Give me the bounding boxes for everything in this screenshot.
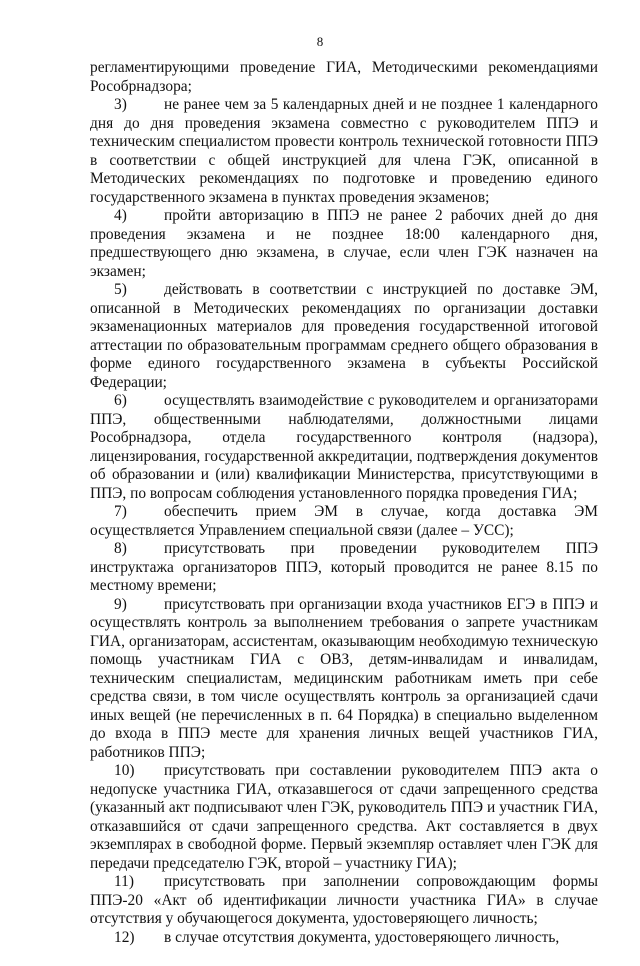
list-item <box>90 392 598 503</box>
list-item <box>90 503 598 540</box>
paragraph-text: регламентирующими проведение ГИА, Методическими рекомендациями Рособрнадзора; <box>90 59 598 95</box>
list-item <box>90 762 598 873</box>
list-item <box>90 947 598 966</box>
list-item-number: 5) <box>114 281 127 298</box>
list-item-text: присутствовать при составлении руководителем ППЭ акта о недопуске участника ГИА, отказавшегося от сдачи запрещенного средства (указанный акт подписывают член ГЭК, руководитель ППЭ и участник ГИА, отказавшийся от сдачи запрещенного средства. Акт составляется в двух экземплярах в свободной форме. Первый экземпляр оставляет член ГЭК для передачи председателю ГЭК, второй – участнику ГИА); <box>90 762 598 872</box>
list-item <box>90 281 598 392</box>
document-body <box>90 59 598 966</box>
list-item-number: 11) <box>114 873 134 890</box>
list-item <box>90 540 598 596</box>
list-item-text: присутствовать при проведении руководителем ППЭ инструктажа организаторов ППЭ, который проводится не ранее 8.15 по местному времени; <box>90 540 598 594</box>
list-item <box>90 873 598 929</box>
list-item-text: обеспечить прием ЭМ в случае, когда доставка ЭМ осуществляется Управлением специальной связи (далее – УСС); <box>90 503 598 539</box>
list-item <box>90 929 598 948</box>
list-item-number: 10) <box>114 762 135 779</box>
list-item <box>90 96 598 207</box>
list-item-number: 3) <box>114 96 127 113</box>
list-item-text: не ранее чем за 5 календарных дней и не позднее 1 календарного дня до дня проведения экзамена совместно с руководителем ППЭ и техническим специалистом провести контроль технической готовности ППЭ в соответствии с общей инструкцией для члена ГЭК, описанной в Методических рекомендациях по подготовке и проведению единого государственного экзамена в пунктах проведения экзаменов; <box>90 96 598 206</box>
list-item <box>90 207 598 281</box>
paragraph-continuation <box>90 59 598 96</box>
list-item-text: осуществлять взаимодействие с руководителем и организаторами ППЭ, общественными наблюдателями, должностными лицами Рособрнадзора, отдела государственного контроля (надзора), лицензирования, государственной аккредитации, подтверждения документов об образовании и (или) квалификации Министерства, присутствующими в ППЭ, по вопросам соблюдения установленного порядка проведения ГИА; <box>90 392 598 502</box>
list-item-number: 9) <box>114 595 127 613</box>
list-item-number: 12) <box>114 928 135 946</box>
list-item-text: присутствовать при организации входа участников ЕГЭ в ППЭ и осуществлять контроль за выполнением требования о запрете участникам ГИА, организаторам, ассистентам, оказывающим необходимую техническую помощь участникам ГИА с ОВЗ, детям-инвалидам и инвалидам, техническим специалистам, медицинским работникам иметь при себе средства связи, в том числе осуществлять контроль за организацией сдачи иных вещей (не перечисленных в п. 64 Порядка) в специально выделенном до входа в ППЭ месте для хранения личных вещей участников ГИА, работников ППЭ; <box>90 595 598 761</box>
list-item-text: присутствовать при заполнении сопровождающим формы ППЭ-20 «Акт об идентификации личности участника ГИА» в случае отсутствия у обучающегося документа, удостоверяющего личность; <box>90 873 598 927</box>
list-item-text: пройти авторизацию в ППЭ не ранее 2 рабочих дней до дня проведения экзамена и не позднее 18:00 календарного дня, предшествующего дню экзамена, в случае, если член ГЭК назначен на экзамен; <box>90 207 598 280</box>
list-item-number: 7) <box>114 503 127 520</box>
list-item <box>90 596 598 763</box>
list-item-text: в случае отсутствия документа, удостоверяющего личность, <box>164 928 560 946</box>
list-item-number: 8) <box>114 540 127 557</box>
list-item-number: 6) <box>114 392 127 409</box>
list-item-text: действовать в соответствии с инструкцией по доставке ЭМ, описанной в Методических рекомендациях по организации доставки экзаменационных материалов для проведения государственной итоговой аттестации по образовательным программам среднего общего образования в форме единого государственного экзамена в субъекты Российской Федерации; <box>90 281 598 391</box>
list-item-number: 4) <box>114 207 127 224</box>
page-number: 8 <box>316 34 324 49</box>
